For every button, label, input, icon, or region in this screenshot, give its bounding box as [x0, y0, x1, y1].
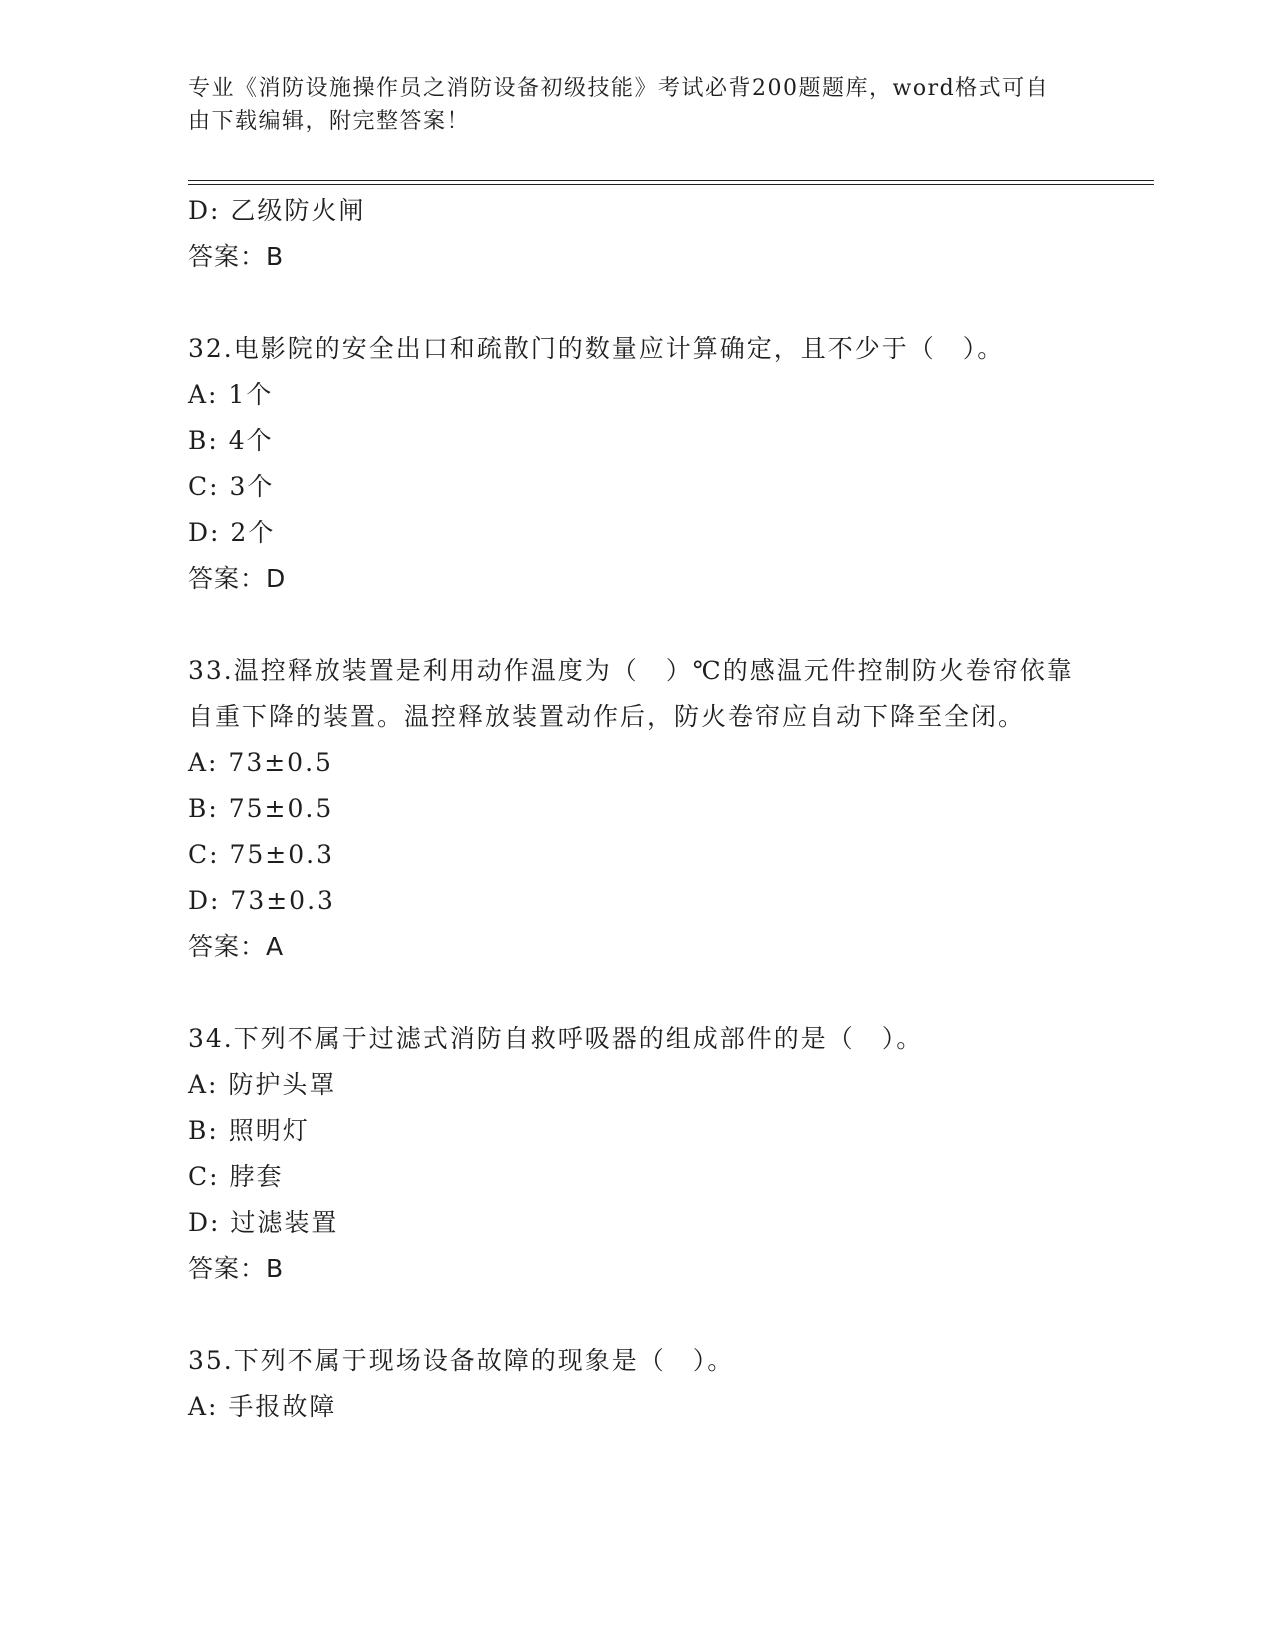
option-a: A: 手报故障 — [188, 1392, 337, 1421]
option-d: D: 乙级防火闸 — [188, 196, 366, 225]
answer-line: 答案：B — [188, 242, 285, 271]
question-stem: 34.下列不属于过滤式消防自救呼吸器的组成部件的是（ ）。 — [188, 1024, 924, 1053]
option-d: D: 2个 — [188, 518, 276, 547]
option-c: C: 75±0.3 — [188, 840, 335, 869]
option-b: B: 4个 — [188, 426, 274, 455]
option-d: D: 过滤装置 — [188, 1208, 339, 1237]
spacer — [188, 280, 1088, 326]
option-d: D: 73±0.3 — [188, 886, 335, 915]
option-c: C: 3个 — [188, 472, 275, 501]
option-c: C: 脖套 — [188, 1162, 284, 1191]
page-header — [188, 72, 1068, 138]
answer-line: 答案：A — [188, 932, 285, 961]
spacer — [188, 602, 1088, 648]
header-divider — [188, 180, 1154, 185]
option-b: B: 照明灯 — [188, 1116, 310, 1145]
question-stem: 33.温控释放装置是利用动作温度为（ ）℃的感温元件控制防火卷帘依靠自重下降的装置。温控释放装置动作后，防火卷帘应自动下降至全闭。 — [188, 656, 1074, 731]
question-32 — [188, 326, 1088, 602]
option-a: A: 73±0.5 — [188, 748, 333, 777]
option-a: A: 1个 — [188, 380, 274, 409]
question-33 — [188, 648, 1088, 970]
previous-question-tail — [188, 188, 1088, 280]
question-stem: 35.下列不属于现场设备故障的现象是（ ）。 — [188, 1346, 735, 1375]
answer-line: 答案：B — [188, 1254, 285, 1283]
question-35 — [188, 1338, 1088, 1430]
option-a: A: 防护头罩 — [188, 1070, 337, 1099]
option-b: B: 75±0.5 — [188, 794, 334, 823]
question-stem: 32.电影院的安全出口和疏散门的数量应计算确定，且不少于（ ）。 — [188, 334, 1005, 363]
spacer — [188, 1292, 1088, 1338]
answer-line: 答案：D — [188, 564, 287, 593]
question-34 — [188, 1016, 1088, 1292]
spacer — [188, 970, 1088, 1016]
question-list — [188, 188, 1088, 1430]
document-title: 专业《消防设施操作员之消防设备初级技能》考试必背200题题库，word格式可自由下载编辑，附完整答案！ — [188, 76, 1050, 134]
